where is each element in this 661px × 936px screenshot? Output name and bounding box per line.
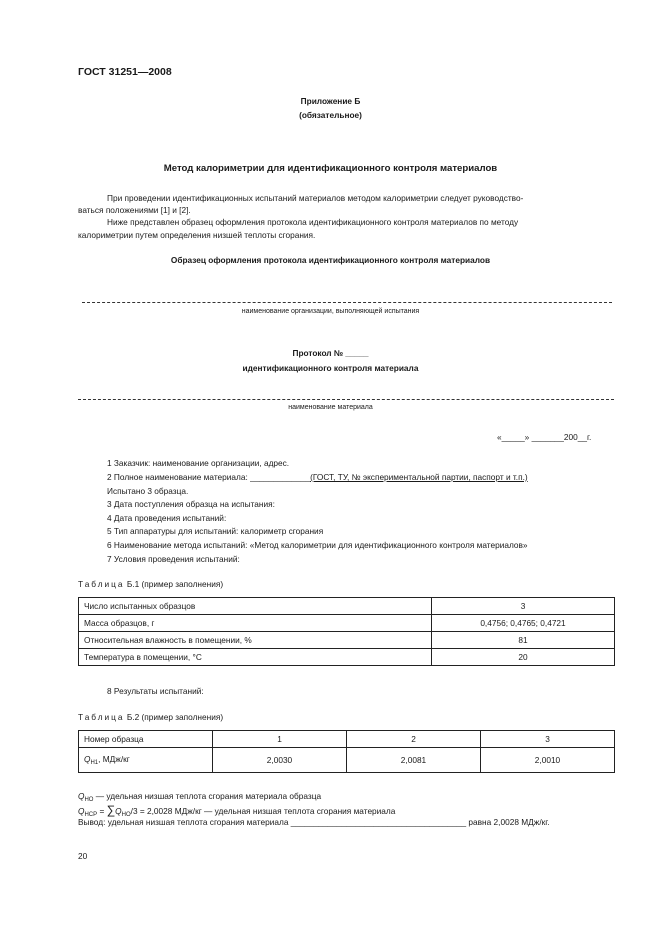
intro-p2-line1: Ниже представлен образец оформления протокола идентификационного контроля материалов по методу (107, 217, 519, 227)
table1-label: Число испытанных образцов (79, 598, 432, 615)
q-symbol: Q (84, 754, 91, 764)
page-number: 20 (78, 851, 88, 861)
table2-caption-word: Таблица (78, 712, 125, 722)
table1-caption-rest: Б.1 (пример заполнения) (124, 579, 224, 589)
table1-value: 3 (432, 598, 615, 615)
item-1: 1 Заказчик: наименование организации, адрес. (107, 458, 290, 468)
table2-value: 2,0010 (481, 748, 615, 773)
f2-subscript-2: HO (121, 812, 131, 818)
table-row (79, 615, 615, 632)
table1-label: Температура в помещении, °С (79, 649, 432, 666)
table-row (79, 748, 615, 773)
table2-row-label (79, 748, 213, 773)
protocol-subtitle: идентификационного контроля материала (242, 363, 419, 373)
conclusion-blank: ______________________________________ (290, 817, 467, 827)
protocol-title: Протокол № _____ (292, 348, 369, 358)
item-6: 6 Наименование метода испытаний: «Метод калориметрии для идентификационного контроля материалов» (107, 540, 528, 550)
formula-1 (78, 791, 321, 803)
material-line (78, 399, 614, 400)
f2-equals: = (97, 806, 107, 816)
intro-p1-line2: ваться положениями [1] и [2]. (78, 205, 191, 215)
section-title: Метод калориметрии для идентификационного контроля материалов (163, 163, 498, 174)
appendix-status: (обязательное) (299, 110, 362, 120)
table-row (79, 598, 615, 615)
f2-text: /3 = 2,0028 МДж/кг — удельная низшая теплота сгорания материала (130, 806, 396, 816)
item-7: 7 Условия проведения испытаний: (107, 554, 240, 564)
date-line: «_____» _______200__г. (497, 432, 592, 442)
f2-symbol-2: Q (115, 806, 122, 816)
item-2-detail: (ГОСТ, ТУ, № экспериментальной партии, паспорт и т.п.) (310, 472, 528, 482)
formula-2 (78, 803, 395, 818)
table1-value: 20 (432, 649, 615, 666)
intro-p1-line1: При проведении идентификационных испытаний материалов методом калориметрии следует руководство- (107, 193, 524, 203)
f1-subscript: HO (84, 797, 94, 803)
item-2-note: Испытано 3 образца. (107, 486, 189, 496)
table-row (79, 649, 615, 666)
item-8: 8 Результаты испытаний: (107, 686, 204, 696)
table1-label: Масса образцов, г (79, 615, 432, 632)
organization-line (82, 302, 612, 303)
f2-subscript: HCP (84, 812, 98, 818)
item-2-label: 2 Полное наименование материала: (107, 472, 251, 482)
table1-caption (78, 579, 223, 589)
item-2 (107, 472, 528, 482)
table2-header-cell: Номер образца (79, 731, 213, 748)
table-row (79, 632, 615, 649)
f1-text: — удельная низшая теплота сгорания материала образца (93, 791, 322, 801)
conclusion-value: равна 2,0028 МДж/кг. (468, 817, 550, 827)
table-row (79, 731, 615, 748)
table2-header-cell: 1 (213, 731, 347, 748)
item-3: 3 Дата поступления образца на испытания: (107, 499, 275, 509)
f2-symbol: Q (78, 806, 85, 816)
intro-p2-line2: калориметрии путем определения низшей теплоты сгорания. (78, 230, 316, 240)
item-4: 4 Дата проведения испытаний: (107, 513, 227, 523)
item-5: 5 Тип аппаратуры для испытаний: калориметр сгорания (107, 526, 324, 536)
table2-caption (78, 712, 223, 722)
table1-value: 0,4756; 0,4765; 0,4721 (432, 615, 615, 632)
sample-title: Образец оформления протокола идентификационного контроля материалов (170, 255, 491, 265)
table1-caption-word: Таблица (78, 579, 125, 589)
q-unit: , МДж/кг (98, 754, 130, 764)
sum-icon: ∑ (106, 803, 116, 817)
material-caption: наименование материала (288, 404, 373, 411)
table1 (78, 597, 615, 666)
q-subscript: H1 (90, 760, 99, 766)
item-2-blank: _____________ (250, 472, 311, 482)
table2-value: 2,0030 (213, 748, 347, 773)
table2-header-cell: 3 (481, 731, 615, 748)
table2-caption-rest: Б.2 (пример заполнения) (124, 712, 224, 722)
conclusion-label: Вывод: удельная низшая теплота сгорания материала (78, 817, 289, 827)
table2-header-cell: 2 (347, 731, 481, 748)
f1-symbol: Q (78, 791, 85, 801)
appendix-title: Приложение Б (300, 96, 361, 106)
table1-value: 81 (432, 632, 615, 649)
table2 (78, 730, 615, 773)
organization-caption: наименование организации, выполняющей испытания (241, 308, 420, 315)
document-id: ГОСТ 31251—2008 (78, 66, 172, 78)
table2-value: 2,0081 (347, 748, 481, 773)
table1-label: Относительная влажность в помещении, % (79, 632, 432, 649)
conclusion (78, 817, 550, 827)
